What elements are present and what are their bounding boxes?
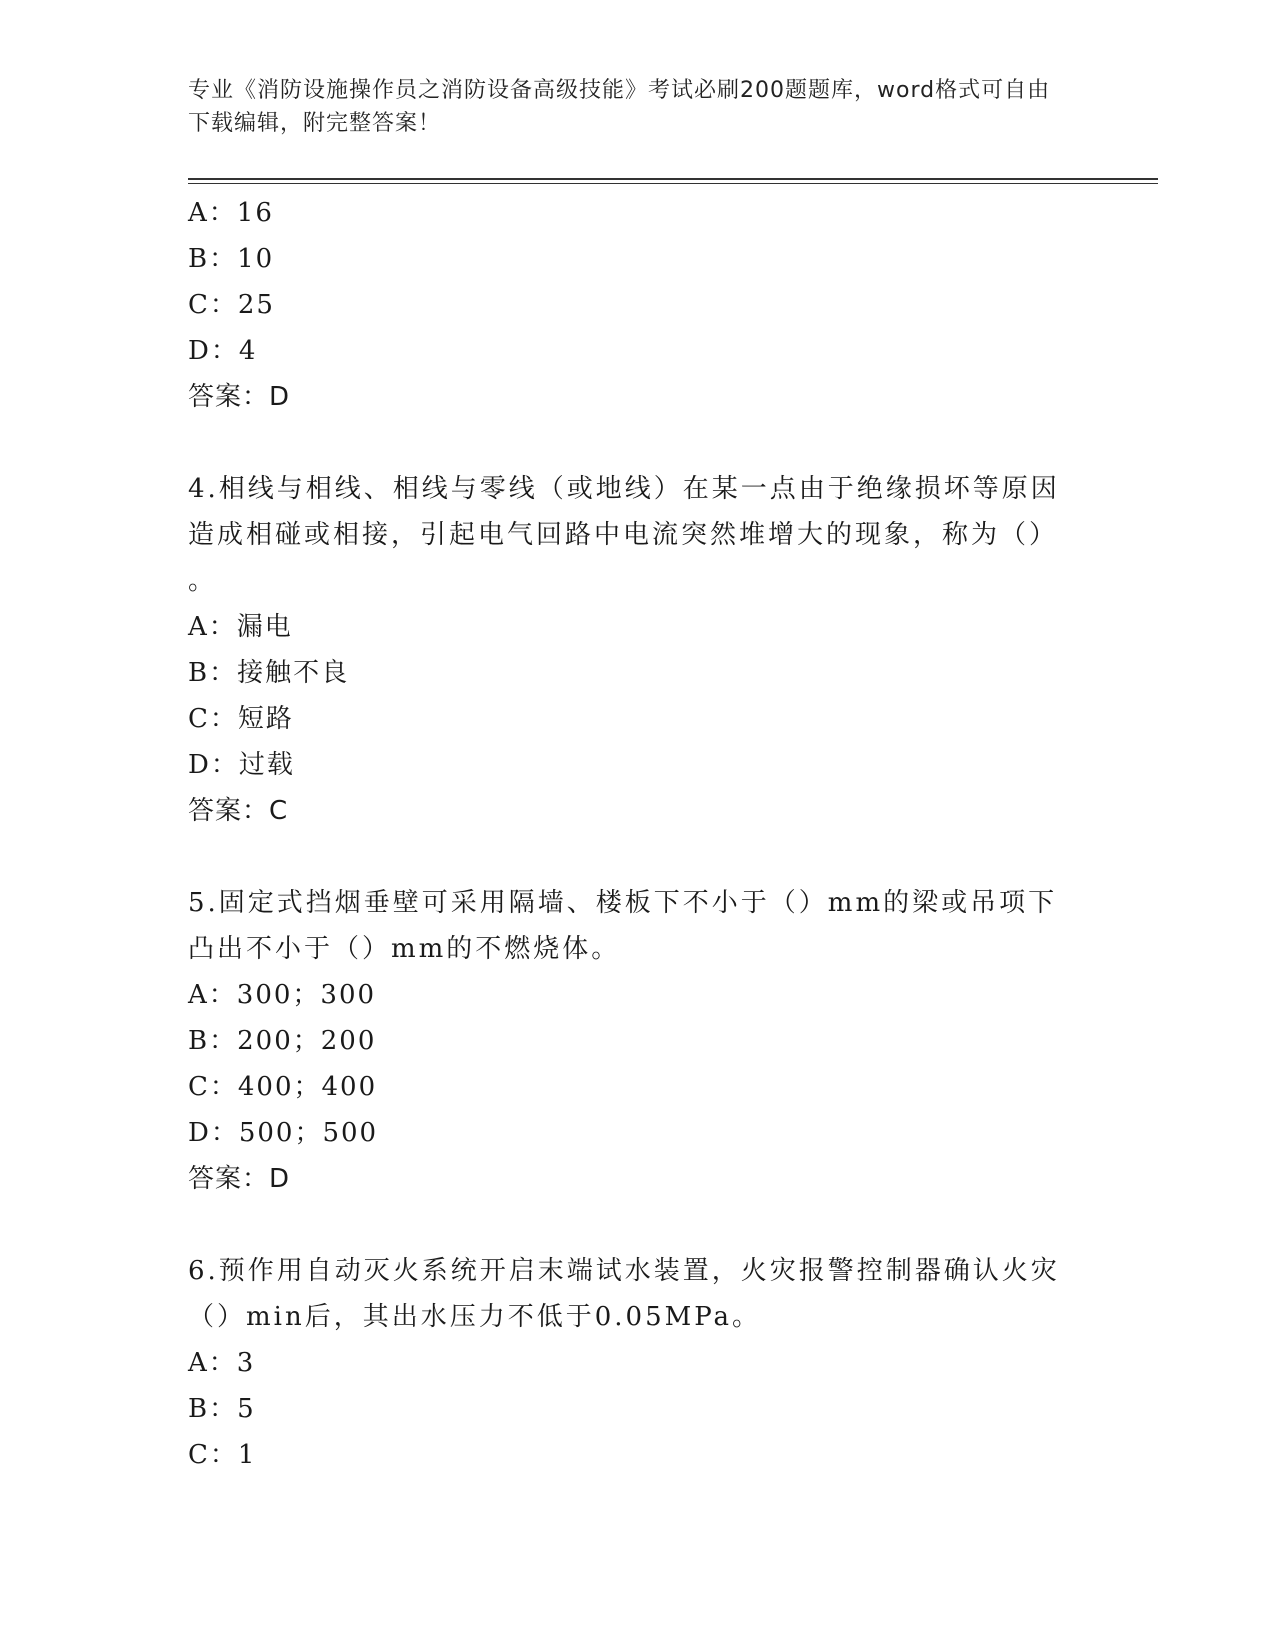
option-d: D：4	[188, 336, 258, 366]
header-divider-thin	[188, 183, 1158, 184]
option-c: C：400；400	[188, 1072, 378, 1102]
question-stem	[188, 466, 1068, 604]
question-stem-tail: 。	[188, 566, 218, 596]
answer-line: 答案：D	[188, 1164, 291, 1194]
option-c: C：25	[188, 290, 275, 320]
question-stem: 5.固定式挡烟垂壁可采用隔墙、楼板下不小于（）mm的梁或吊项下凸出不小于（）mm的不燃烧体。	[188, 888, 1058, 964]
answer-line: 答案：C	[188, 796, 289, 826]
question-stem-text: 4.相线与相线、相线与零线（或地线）在某一点由于绝缘损坏等原因造成相碰或相接，引起电气回路中电流突然堆增大的现象，称为（）	[188, 474, 1060, 550]
option-d: D：500；500	[188, 1118, 379, 1148]
question-3	[188, 190, 1068, 420]
option-b: B：200；200	[188, 1026, 377, 1056]
option-a: A：漏电	[188, 612, 293, 642]
header-divider-thick	[188, 178, 1158, 180]
option-a: A：3	[188, 1348, 256, 1378]
option-b: B：接触不良	[188, 658, 350, 688]
option-a: A：300；300	[188, 980, 377, 1010]
question-stem: 6.预作用自动灭火系统开启末端试水装置，火灾报警控制器确认火灾（）min后，其出水压力不低于0.05MPa。	[188, 1256, 1060, 1332]
question-4	[188, 466, 1068, 834]
option-c: C：短路	[188, 704, 294, 734]
option-c: C：1	[188, 1440, 257, 1470]
option-b: B：10	[188, 244, 275, 274]
question-list	[188, 190, 1068, 1478]
question-6	[188, 1248, 1068, 1478]
document-header: 专业《消防设施操作员之消防设备高级技能》考试必刷200题题库，word格式可自由下载编辑，附完整答案！	[188, 78, 1051, 136]
answer-line: 答案：D	[188, 382, 291, 412]
question-5	[188, 880, 1068, 1202]
option-d: D：过载	[188, 750, 295, 780]
option-a: A：16	[188, 198, 274, 228]
option-b: B：5	[188, 1394, 256, 1424]
